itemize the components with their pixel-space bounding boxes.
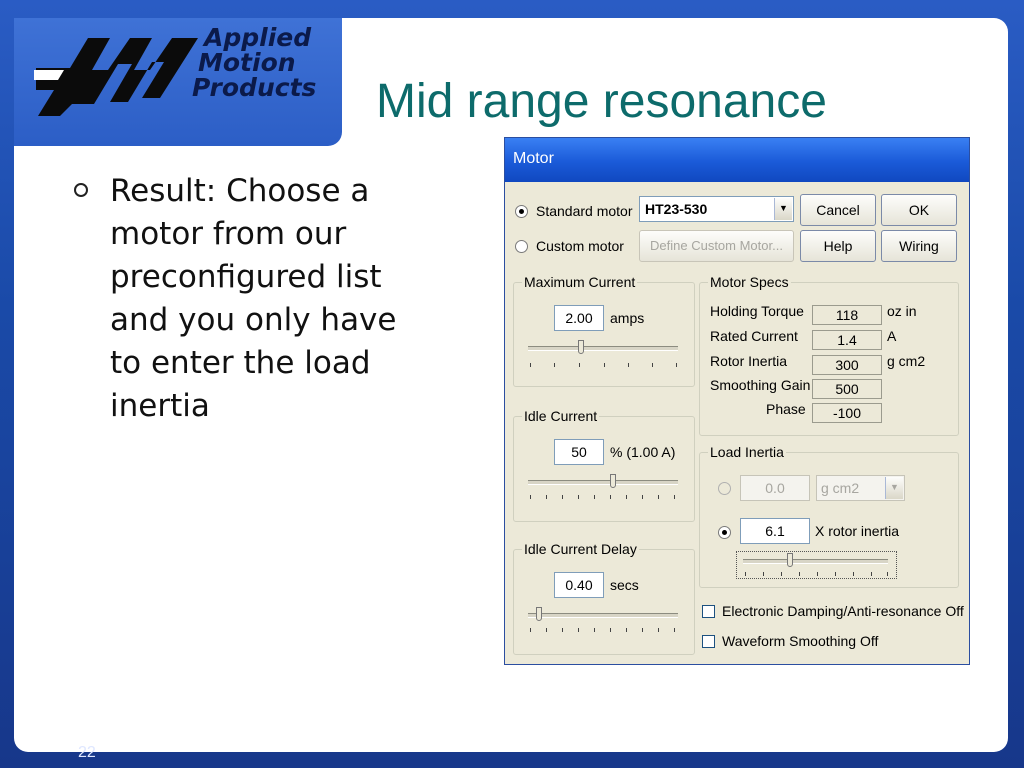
smoothing-checkbox[interactable] xyxy=(702,635,715,648)
spec-name: Phase xyxy=(766,401,806,417)
spec-value: 500 xyxy=(812,379,882,399)
slider-tick xyxy=(578,495,579,499)
slider-tick xyxy=(674,628,675,632)
slider-tick xyxy=(763,572,764,576)
custom-motor-radio[interactable] xyxy=(515,240,528,253)
custom-motor-label: Custom motor xyxy=(536,238,624,254)
standard-motor-label: Standard motor xyxy=(536,203,633,219)
slider-tick xyxy=(530,628,531,632)
slider-tick xyxy=(546,628,547,632)
motor-dialog xyxy=(504,137,970,665)
slider-tick xyxy=(554,363,555,367)
slider-tick xyxy=(799,572,800,576)
spec-unit: A xyxy=(887,328,897,344)
slider-tick xyxy=(562,495,563,499)
slider-tick xyxy=(610,495,611,499)
logo-text: Products xyxy=(192,73,317,102)
slider-tick xyxy=(674,495,675,499)
spec-name: Smoothing Gain xyxy=(710,377,811,393)
absolute-inertia-radio[interactable] xyxy=(718,482,731,495)
dialog-title: Motor xyxy=(513,150,554,167)
page-number: 22 xyxy=(78,744,96,761)
slider-tick xyxy=(530,495,531,499)
cancel-button[interactable]: Cancel xyxy=(800,194,876,226)
bullet-text: Result: Choose a motor from our preconfigured list and you only have to enter the load inertia xyxy=(110,173,397,424)
ok-button[interactable]: OK xyxy=(881,194,957,226)
idle-current-unit: % (1.00 A) xyxy=(610,444,676,460)
idle-delay-label: Idle Current Delay xyxy=(524,541,637,557)
slider-tick xyxy=(658,628,659,632)
idle-current-input[interactable]: 50 xyxy=(554,439,604,465)
slider-tick xyxy=(530,363,531,367)
max-current-input[interactable]: 2.00 xyxy=(554,305,604,331)
bullet-icon xyxy=(74,183,88,197)
standard-motor-radio[interactable] xyxy=(515,205,528,218)
load-inertia-slider-thumb[interactable] xyxy=(787,553,793,567)
absolute-inertia-input[interactable]: 0.0 xyxy=(740,475,810,501)
motor-specs-label: Motor Specs xyxy=(710,274,789,290)
slider-tick xyxy=(642,628,643,632)
chevron-down-icon[interactable]: ▼ xyxy=(885,477,903,499)
slider-tick xyxy=(594,495,595,499)
spec-value: -100 xyxy=(812,403,882,423)
max-current-unit: amps xyxy=(610,310,645,326)
spec-unit: oz in xyxy=(887,303,917,319)
slider-tick xyxy=(594,628,595,632)
spec-name: Rated Current xyxy=(710,328,798,344)
slider-tick xyxy=(652,363,653,367)
slider-tick xyxy=(817,572,818,576)
slider-tick xyxy=(745,572,746,576)
load-inertia-group xyxy=(699,444,959,588)
idle-delay-slider-track[interactable] xyxy=(528,613,678,618)
idle-current-slider-thumb[interactable] xyxy=(610,474,616,488)
slider-tick xyxy=(628,363,629,367)
ratio-inertia-input[interactable]: 6.1 xyxy=(740,518,810,544)
logo-panel xyxy=(14,18,342,146)
slider-tick xyxy=(871,572,872,576)
slider-tick xyxy=(835,572,836,576)
slider-tick xyxy=(658,495,659,499)
idle-current-label: Idle Current xyxy=(524,408,598,424)
logo-text: Applied xyxy=(204,23,312,52)
logo-icon xyxy=(30,30,200,132)
dialog-body xyxy=(508,182,966,662)
load-inertia-slider-track[interactable] xyxy=(743,559,888,564)
logo-text: Motion xyxy=(198,48,296,77)
slider-tick xyxy=(887,572,888,576)
load-inertia-slider[interactable] xyxy=(736,551,897,579)
idle-current-slider-track[interactable] xyxy=(528,480,678,485)
dialog-titlebar[interactable] xyxy=(505,138,969,182)
wiring-button[interactable]: Wiring xyxy=(881,230,957,262)
slider-tick xyxy=(562,628,563,632)
ratio-inertia-radio[interactable] xyxy=(718,526,731,539)
idle-delay-group xyxy=(513,541,695,655)
max-current-slider-track[interactable] xyxy=(528,346,678,351)
spec-unit: g cm2 xyxy=(887,353,926,369)
idle-delay-input[interactable]: 0.40 xyxy=(554,572,604,598)
slider-tick xyxy=(853,572,854,576)
slider-tick xyxy=(676,363,677,367)
chevron-down-icon[interactable]: ▼ xyxy=(774,198,792,220)
slider-tick xyxy=(781,572,782,576)
load-inertia-label: Load Inertia xyxy=(710,444,784,460)
inertia-unit-value: g cm2 xyxy=(821,480,860,496)
max-current-group xyxy=(513,274,695,387)
slider-tick xyxy=(604,363,605,367)
idle-delay-unit: secs xyxy=(610,577,639,593)
damping-checkbox[interactable] xyxy=(702,605,715,618)
slider-tick xyxy=(626,495,627,499)
slider-tick xyxy=(642,495,643,499)
inertia-unit-select[interactable] xyxy=(816,475,905,501)
spec-name: Rotor Inertia xyxy=(710,353,788,369)
idle-current-group xyxy=(513,408,695,522)
slider-tick xyxy=(546,495,547,499)
help-button[interactable]: Help xyxy=(800,230,876,262)
slide-title: Mid range resonance xyxy=(376,75,827,128)
spec-value: 118 xyxy=(812,305,882,325)
spec-name: Holding Torque xyxy=(710,303,804,319)
max-current-slider-thumb[interactable] xyxy=(578,340,584,354)
motor-select-value: HT23-530 xyxy=(645,201,708,217)
motor-select[interactable] xyxy=(639,196,794,222)
slider-tick xyxy=(578,628,579,632)
motor-specs-group xyxy=(699,274,959,436)
max-current-label: Maximum Current xyxy=(524,274,636,290)
slider-tick xyxy=(626,628,627,632)
define-custom-motor-button[interactable]: Define Custom Motor... xyxy=(639,230,794,262)
ratio-inertia-label: X rotor inertia xyxy=(815,523,900,539)
slider-tick xyxy=(610,628,611,632)
damping-label: Electronic Damping/Anti-resonance Off xyxy=(722,603,964,619)
spec-value: 300 xyxy=(812,355,882,375)
spec-value: 1.4 xyxy=(812,330,882,350)
idle-delay-slider-thumb[interactable] xyxy=(536,607,542,621)
smoothing-label: Waveform Smoothing Off xyxy=(722,633,879,649)
slider-tick xyxy=(579,363,580,367)
